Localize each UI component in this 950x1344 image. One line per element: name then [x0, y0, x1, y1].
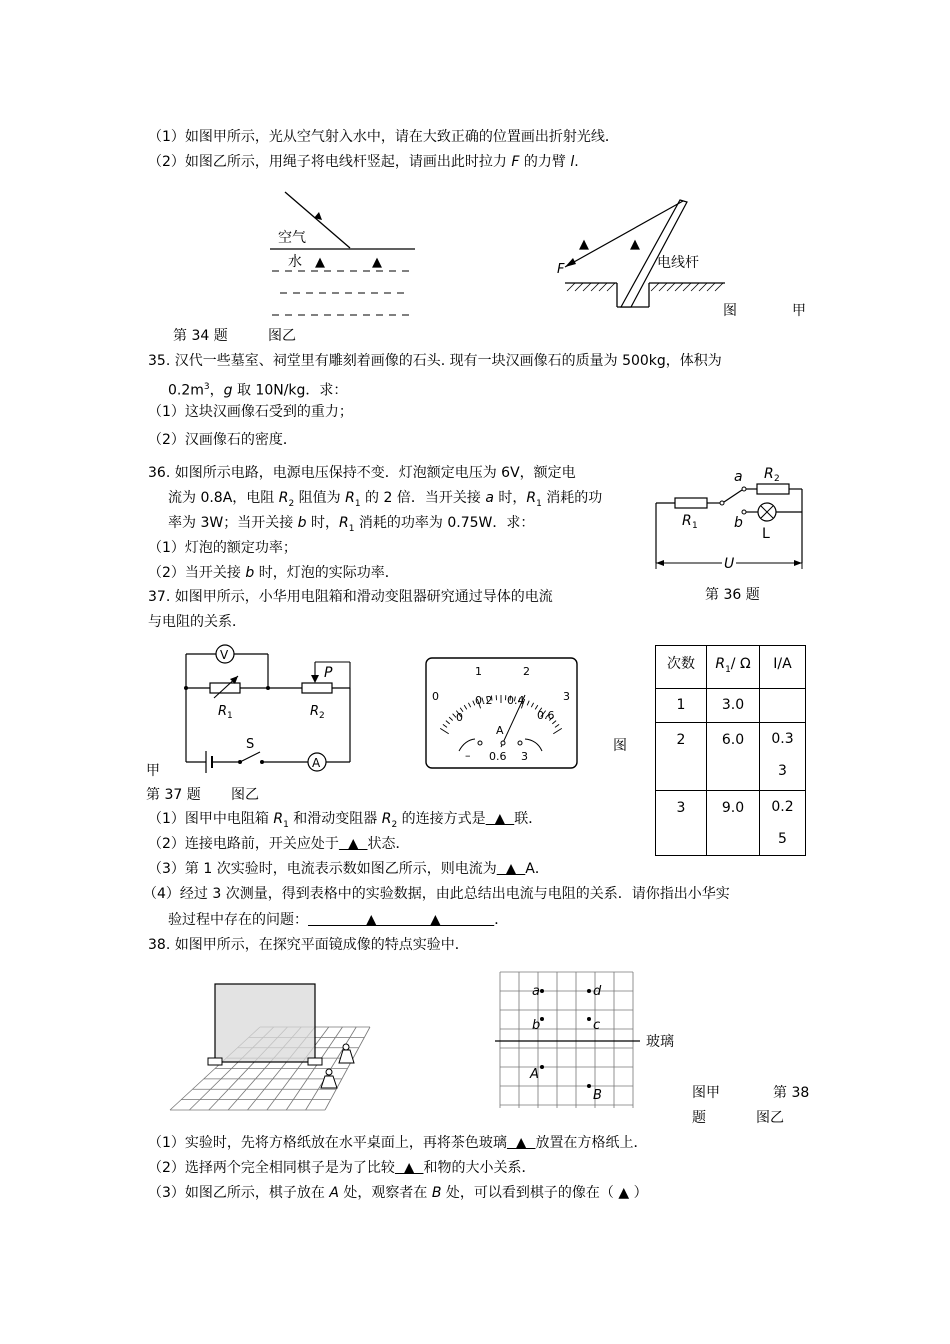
point-a-label: a [532, 984, 540, 999]
q36-sub2: （2）当开关接 b 时，灯泡的实际功率． [148, 565, 399, 581]
q38-sub3: （3）如图乙所示，棋子放在 A 处，观察者在 B 处，可以看到棋子的像在（ ▲ ） [148, 1185, 648, 1201]
answer-triangle: ▲ [372, 255, 382, 270]
q38-caption: 题 [692, 1110, 706, 1126]
answer-triangle: ▲ [630, 237, 640, 252]
glass-label: 玻璃 [646, 1034, 674, 1050]
q36-caption: 第 36 题 [705, 587, 760, 603]
answer-blank: ▲ [506, 1135, 536, 1151]
r2-label: R [764, 466, 774, 482]
terminal-3: 3 [521, 750, 528, 763]
point-d-label: d [593, 984, 602, 999]
scale-top-1: 1 [475, 665, 482, 678]
point-b-label: b [532, 1018, 541, 1033]
scale-bottom-02: 0.2 [475, 694, 493, 707]
lamp-label: L [762, 526, 770, 542]
answer-triangle: ▲ [579, 237, 589, 252]
svg-text:1: 1 [692, 521, 698, 531]
terminal-a-label: a [734, 469, 743, 485]
point-c-label: c [593, 1018, 601, 1033]
terminal-b-label: b [734, 515, 743, 531]
q37-sub4-line2: 验过程中存在的问题： ▲ ▲ ． [168, 912, 509, 928]
fig-label: 图乙 [756, 1110, 784, 1126]
fig-label: 图乙 [231, 787, 259, 803]
force-F-label: F [557, 262, 565, 277]
terminal-06: 0.6 [489, 750, 507, 763]
svg-text:1: 1 [227, 711, 233, 721]
q35-sub2: （2）汉画像石的密度． [148, 432, 297, 448]
switch-S-label: S [246, 737, 255, 752]
terminal-minus: – [465, 749, 471, 762]
q37-line1: 37. 如图甲所示，小华用电阻箱和滑动变阻器研究通过导体的电流 [148, 589, 553, 605]
table-header: 次数 [656, 646, 707, 689]
r1-label: R [218, 704, 228, 719]
q37-sub3: （3）第 1 次实验时，电流表示数如图乙所示，则电流为 ▲ A． [148, 861, 549, 877]
pole-figure [555, 195, 735, 315]
slider-P-label: P [324, 665, 333, 681]
q34-part1: （1）如图甲所示，光从空气射入水中，请在大致正确的位置画出折射光线． [148, 129, 619, 145]
q36-line1: 36. 如图所示电路，电源电压保持不变．灯泡额定电压为 6V，额定电 [148, 465, 576, 481]
fig-label: 甲 [146, 763, 160, 779]
q38-caption: 第 38 [773, 1085, 810, 1101]
q36-sub1: （1）灯泡的额定功率； [148, 540, 297, 556]
q38-sub1: （1）实验时，先将方格纸放在水平桌面上，再将茶色玻璃 ▲ 放置在方格纸上． [148, 1135, 648, 1151]
ammeter-dial [425, 657, 578, 769]
scale-top-0: 0 [432, 690, 439, 703]
q37-circuit [180, 640, 360, 775]
voltmeter-label: V [220, 648, 229, 662]
scale-bottom-04: 0.4 [507, 694, 525, 707]
q36-line2: 流为 0.8A，电阻 $R_2$ 阻值为 $R_1$ 的 2 倍．当开关接 a 时，$R_1$ 消耗的功 [168, 490, 603, 509]
q36-circuit [650, 465, 810, 575]
fig-label: 图 [613, 738, 627, 754]
meter-unit: A [496, 724, 504, 737]
scale-bottom-0: 0 [456, 711, 463, 724]
q37-sub2: （2）连接电路前，开关应处于 ▲ 状态． [148, 836, 410, 852]
q34-part2: （2）如图乙所示，用绳子将电线杆竖起，请画出此时拉力 F 的力臂 l. [148, 154, 579, 170]
point-B-label: B [593, 1088, 602, 1103]
q37-line2: 与电阻的关系． [148, 614, 246, 630]
r1-label: R [682, 513, 692, 529]
fig-label: 图甲 [692, 1085, 720, 1101]
q36-line3: 率为 3W；当开关接 b 时，$R_1$ 消耗的功率为 0.75W．求： [168, 515, 535, 534]
image-grid-figure [495, 970, 680, 1110]
answer-blank: ▲ ▲ [308, 912, 495, 928]
table-header-row [656, 646, 806, 689]
svg-text:2: 2 [319, 711, 325, 721]
water-label: 水 [288, 254, 302, 270]
q35-line2: $0.2m^3$，g 取 10N/kg．求： [168, 382, 348, 399]
q35-sub1: （1）这块汉画像石受到的重力； [148, 404, 353, 420]
air-label: 空气 [278, 230, 306, 246]
q35-line1: 35. 汉代一些墓室、祠堂里有雕刻着画像的石头. 现有一块汉画像石的质量为 500kg，体积为 [148, 353, 722, 369]
q38-sub2: （2）选择两个完全相同棋子是为了比较 ▲ 和物的大小关系． [148, 1160, 536, 1176]
answer-blank: ▲ [338, 836, 368, 852]
fig-label: 图 [723, 303, 737, 319]
scale-top-3: 3 [563, 690, 570, 703]
refraction-figure [270, 185, 420, 325]
point-A-label: A [530, 1067, 539, 1082]
r2-label: R [310, 704, 320, 719]
table-row: 3 9.0 0.2 5 [656, 790, 806, 855]
svg-text:2: 2 [774, 474, 780, 484]
answer-blank: ▲ [496, 861, 526, 877]
fig-label: 图乙 [268, 328, 296, 344]
table-row: 2 6.0 0.3 3 [656, 722, 806, 790]
table-header: $R_1/$ Ω [707, 646, 760, 689]
data-table [655, 645, 806, 856]
q34-caption: 第 34 题 [173, 328, 228, 344]
answer-blank: ▲ [394, 1160, 424, 1176]
ammeter-label: A [312, 756, 321, 770]
answer-triangle: ▲ [315, 255, 325, 270]
answer-blank: ▲ [485, 811, 515, 827]
table-header: I/A [760, 646, 806, 689]
table-row: 1 3.0 [656, 688, 806, 722]
pole-label: 电线杆 [657, 255, 699, 271]
scale-top-2: 2 [523, 665, 530, 678]
q37-sub4-line1: （4）经过 3 次测量，得到表格中的实验数据，由此总结出电流与电阻的关系．请你指出小华实 [143, 886, 730, 902]
fig-label: 甲 [792, 303, 806, 319]
q37-caption: 第 37 题 [146, 787, 201, 803]
voltage-U-label: U [724, 556, 735, 572]
q37-sub1: （1）图甲中电阻箱 $R_1$ 和滑动变阻器 $R_2$ 的连接方式是 ▲ 联． [148, 811, 543, 830]
q38-line1: 38. 如图甲所示，在探究平面镜成像的特点实验中． [148, 937, 469, 953]
mirror-setup-figure [165, 980, 385, 1115]
scale-bottom-06: 0.6 [537, 709, 555, 722]
